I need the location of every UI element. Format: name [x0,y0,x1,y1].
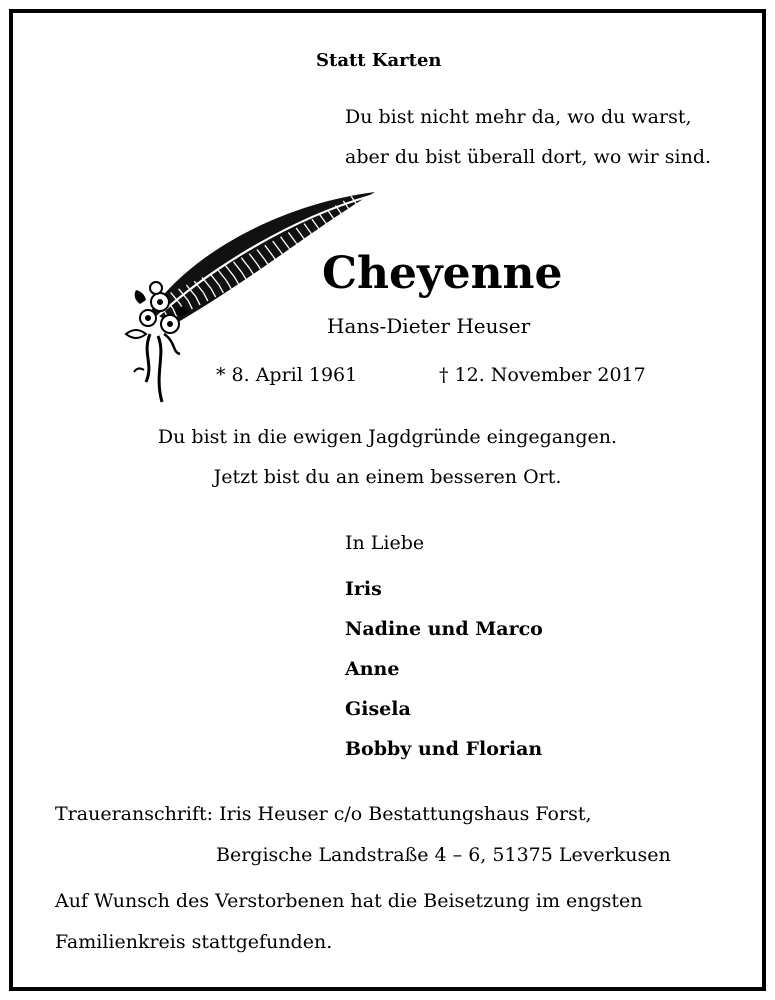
note-line-1: Auf Wunsch des Verstorbenen hat die Beisetzung im engsten [55,890,643,912]
address-line-1: Traueranschrift: Iris Heuser c/o Bestattungshaus Forst, [55,803,592,825]
in-liebe-label: In Liebe [345,532,425,554]
address-line-2: Bergische Landstraße 4 – 6, 51375 Leverkusen [216,844,671,866]
note-line-2: Familienkreis stattgefunden. [55,931,333,953]
deceased-full-name: Hans-Dieter Heuser [327,314,531,338]
mourner-name: Nadine und Marco [345,618,543,640]
mourner-name: Bobby und Florian [345,738,543,760]
quote-line-1: Du bist nicht mehr da, wo du warst, [345,106,692,128]
mourner-name: Iris [345,578,382,600]
message-line-2: Jetzt bist du an einem besseren Ort. [213,466,562,488]
mourner-name: Anne [345,658,400,680]
mourner-name: Gisela [345,698,411,720]
birth-date: * 8. April 1961 [216,364,358,386]
deceased-name: Cheyenne [322,248,563,299]
message-line-1: Du bist in die ewigen Jagdgründe eingegangen. [157,426,618,448]
statt-karten-heading: Statt Karten [316,50,442,71]
death-date: † 12. November 2017 [439,364,646,386]
quote-line-2: aber du bist überall dort, wo wir sind. [345,146,712,168]
